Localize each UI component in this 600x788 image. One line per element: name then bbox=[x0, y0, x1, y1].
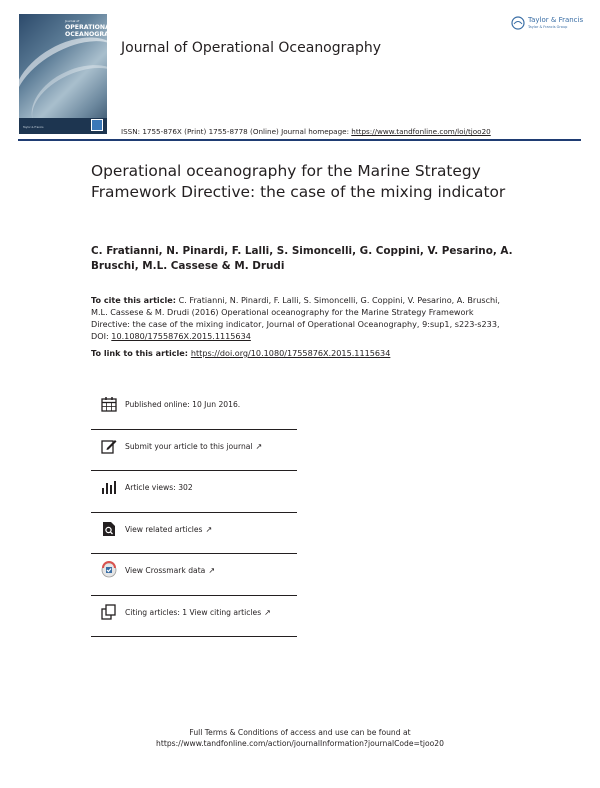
article-views-text: Article views: 302 bbox=[125, 483, 193, 492]
citing-articles-link[interactable] bbox=[125, 608, 271, 617]
journal-homepage-link[interactable]: https://www.tandfonline.com/loi/tjoo20 bbox=[351, 127, 491, 136]
search-document-icon bbox=[101, 521, 117, 537]
submit-article-row[interactable] bbox=[91, 430, 297, 472]
citation-text: C. Fratianni, N. Pinardi, F. Lalli, S. Simoncelli, G. Coppini, V. Pesarino, A. Bruschi, M.L. Cassese & M. Drudi (2016) Operational oceanography for the Marine Strategy Framework Directive: the case of the mixing indicator, Journal of Operational Oceanography, 9:sup1, s223-s233, DOI: bbox=[91, 295, 500, 342]
related-articles-row[interactable] bbox=[91, 513, 297, 555]
terms-line: Full Terms & Conditions of access and use can be found at bbox=[189, 728, 411, 737]
issn-text: ISSN: 1755-876X (Print) 1755-8778 (Online) Journal homepage: bbox=[121, 127, 352, 136]
edit-icon bbox=[101, 438, 117, 454]
citation-label: To cite this article: bbox=[91, 295, 177, 305]
cover-title: OPERATIONAL OCEANOGRAPHY bbox=[65, 24, 124, 38]
article-link-line bbox=[91, 348, 390, 358]
article-doi-url[interactable]: https://doi.org/10.1080/1755876X.2015.1115634 bbox=[190, 348, 391, 358]
cover-footer-text: Taylor & Francis bbox=[23, 126, 44, 129]
article-authors: C. Fratianni, N. Pinardi, F. Lalli, S. Simoncelli, G. Coppini, V. Pesarino, A. Bruschi, M.L. Cassese & M. Drudi bbox=[91, 245, 513, 272]
calendar-icon bbox=[101, 396, 117, 412]
external-link-icon: ↗ bbox=[255, 441, 263, 451]
publisher-group: Taylor & Francis Group bbox=[528, 25, 568, 29]
citation-block bbox=[91, 294, 511, 342]
crossmark-icon bbox=[101, 562, 117, 578]
citing-articles-row[interactable] bbox=[91, 596, 297, 638]
related-articles-link[interactable] bbox=[125, 525, 212, 534]
citing-articles-icon bbox=[101, 604, 117, 620]
publisher-logo bbox=[511, 14, 583, 38]
published-online-row bbox=[91, 388, 297, 430]
publisher-logo-icon bbox=[511, 16, 525, 30]
related-articles-text[interactable]: View related articles bbox=[125, 524, 203, 534]
external-link-icon: ↗ bbox=[208, 566, 216, 575]
article-views-row bbox=[91, 471, 297, 513]
published-online-text: Published online: 10 Jun 2016. bbox=[125, 400, 241, 409]
journal-title: Journal of Operational Oceanography bbox=[121, 40, 382, 56]
publisher-name: Taylor & Francis bbox=[528, 16, 584, 24]
external-link-icon: ↗ bbox=[205, 524, 213, 534]
article-info-list bbox=[91, 388, 297, 637]
link-label: To link to this article: bbox=[91, 348, 191, 358]
journal-cover-image bbox=[19, 14, 124, 134]
cover-badge bbox=[91, 119, 103, 131]
issn-line bbox=[121, 127, 491, 136]
external-link-icon: ↗ bbox=[264, 607, 271, 617]
submit-article-link[interactable] bbox=[125, 442, 262, 451]
submit-article-text[interactable]: Submit your article to this journal bbox=[125, 441, 253, 451]
crossmark-text[interactable]: View Crossmark data bbox=[125, 566, 206, 575]
article-title: Operational oceanography for the Marine Strategy Framework Directive: the case of the mixing indicator bbox=[91, 162, 506, 201]
terms-url[interactable]: https://www.tandfonline.com/action/journalInformation?journalCode=tjoo20 bbox=[156, 739, 444, 748]
crossmark-link[interactable] bbox=[125, 566, 215, 575]
citing-articles-text[interactable]: Citing articles: 1 View citing articles bbox=[125, 607, 262, 617]
cover-small-text: Journal of bbox=[65, 19, 80, 23]
doi-link[interactable]: 10.1080/1755876X.2015.1115634 bbox=[111, 331, 251, 342]
bar-chart-icon bbox=[101, 479, 117, 495]
terms-footer bbox=[0, 727, 600, 749]
crossmark-row[interactable] bbox=[91, 554, 297, 596]
header-divider bbox=[18, 139, 581, 141]
